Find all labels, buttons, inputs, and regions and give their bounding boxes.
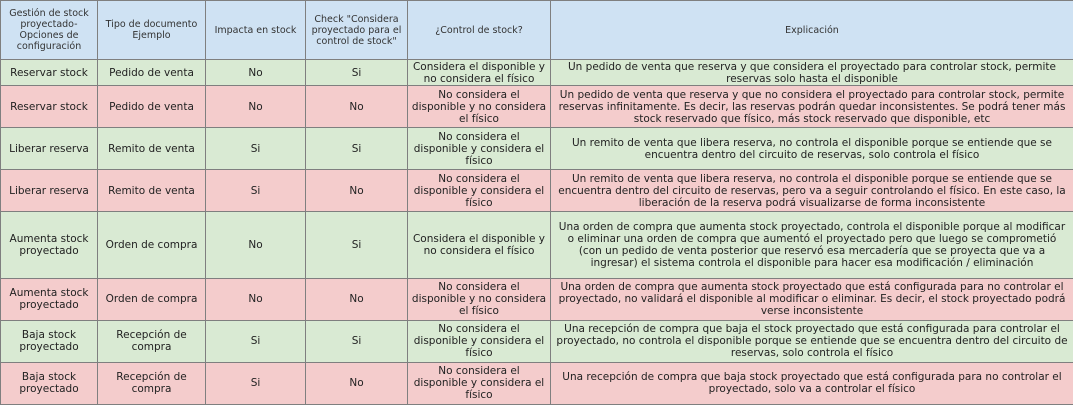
cell-check: No bbox=[306, 362, 408, 404]
cell-config: Aumenta stock proyectado bbox=[1, 212, 98, 278]
cell-check: Si bbox=[306, 212, 408, 278]
cell-tipo: Remito de venta bbox=[98, 170, 206, 212]
table-row bbox=[1, 320, 1073, 362]
cell-control: No considera el disponible y considera el físico bbox=[408, 128, 551, 170]
cell-check: Si bbox=[306, 320, 408, 362]
header-explicacion: Explicación bbox=[551, 1, 1073, 60]
cell-impacta: Si bbox=[206, 128, 306, 170]
cell-check: No bbox=[306, 170, 408, 212]
cell-control: No considera el disponible y considera el físico bbox=[408, 362, 551, 404]
header-config: Gestión de stock proyectado- Opciones de configuración bbox=[1, 1, 98, 60]
cell-config: Baja stock proyectado bbox=[1, 320, 98, 362]
cell-tipo: Recepción de compra bbox=[98, 320, 206, 362]
header-row bbox=[1, 1, 1073, 60]
table-row bbox=[1, 170, 1073, 212]
cell-explicacion: Un pedido de venta que reserva y que considera el proyectado para controlar stock, permite reservas solo hasta el disponible bbox=[551, 60, 1073, 86]
cell-config: Reservar stock bbox=[1, 86, 98, 128]
cell-impacta: No bbox=[206, 212, 306, 278]
cell-impacta: No bbox=[206, 86, 306, 128]
header-control: ¿Control de stock? bbox=[408, 1, 551, 60]
header-tipo: Tipo de documento Ejemplo bbox=[98, 1, 206, 60]
table-row bbox=[1, 60, 1073, 86]
cell-impacta: No bbox=[206, 278, 306, 320]
cell-explicacion: Un remito de venta que libera reserva, no controla el disponible porque se entiende que se encuentra dentro del circuito de reservas, solo controla el físico bbox=[551, 128, 1073, 170]
cell-control: Considera el disponible y no considera el físico bbox=[408, 212, 551, 278]
cell-explicacion: Una orden de compra que aumenta stock proyectado, controla el disponible porque al modificar o eliminar una orden de compra que aumentó el proyectado pero que luego se comprometió (con un pedido de venta posterior que reservó esa mercadería que se proyecta que va a ingresar) el sistema controla el disponible para hacer esa modificación / eliminación bbox=[551, 212, 1073, 278]
cell-tipo: Recepción de compra bbox=[98, 362, 206, 404]
cell-check: Si bbox=[306, 128, 408, 170]
cell-control: No considera el disponible y no considera el físico bbox=[408, 278, 551, 320]
cell-check: No bbox=[306, 278, 408, 320]
cell-check: Si bbox=[306, 60, 408, 86]
cell-control: No considera el disponible y no considera el físico bbox=[408, 86, 551, 128]
header-check: Check "Considera proyectado para el control de stock" bbox=[306, 1, 408, 60]
header-impacta: Impacta en stock bbox=[206, 1, 306, 60]
cell-check: No bbox=[306, 86, 408, 128]
cell-explicacion: Un remito de venta que libera reserva, no controla el disponible porque se entiende que se encuentra dentro del circuito de reservas, pero va a seguir controlando el físico. En este caso, la liberación de la reserva podrá visualizarse de forma inconsistente bbox=[551, 170, 1073, 212]
cell-tipo: Pedido de venta bbox=[98, 60, 206, 86]
table-row bbox=[1, 128, 1073, 170]
cell-control: No considera el disponible y considera el físico bbox=[408, 170, 551, 212]
cell-config: Reservar stock bbox=[1, 60, 98, 86]
cell-explicacion: Un pedido de venta que reserva y que no considera el proyectado para controlar stock, permite reservas infinitamente. Es decir, las reservas podrán quedar inconsistentes. Se podrá tener más stock reservado que físico, más stock reservado que disponible, etc bbox=[551, 86, 1073, 128]
table-row bbox=[1, 86, 1073, 128]
cell-config: Baja stock proyectado bbox=[1, 362, 98, 404]
cell-config: Aumenta stock proyectado bbox=[1, 278, 98, 320]
table-row bbox=[1, 278, 1073, 320]
cell-tipo: Orden de compra bbox=[98, 278, 206, 320]
cell-impacta: No bbox=[206, 60, 306, 86]
cell-explicacion: Una recepción de compra que baja el stock proyectado que está configurada para controlar el proyectado, no controla el disponible porque se entiende que se encuentra dentro del circuito de reservas, solo controla el físico bbox=[551, 320, 1073, 362]
cell-explicacion: Una orden de compra que aumenta stock proyectado que está configurada para no controlar el proyectado, no validará el disponible al modificar o eliminar. Es decir, el stock proyectado podrá verse inconsistente bbox=[551, 278, 1073, 320]
cell-tipo: Pedido de venta bbox=[98, 86, 206, 128]
cell-control: No considera el disponible y considera el físico bbox=[408, 320, 551, 362]
cell-tipo: Remito de venta bbox=[98, 128, 206, 170]
cell-control: Considera el disponible y no considera el físico bbox=[408, 60, 551, 86]
cell-tipo: Orden de compra bbox=[98, 212, 206, 278]
cell-config: Liberar reserva bbox=[1, 128, 98, 170]
table-row bbox=[1, 362, 1073, 404]
cell-explicacion: Una recepción de compra que baja stock proyectado que está configurada para no controlar el proyectado, solo va a controlar el físico bbox=[551, 362, 1073, 404]
cell-config: Liberar reserva bbox=[1, 170, 98, 212]
cell-impacta: Si bbox=[206, 362, 306, 404]
cell-impacta: Si bbox=[206, 170, 306, 212]
table-row bbox=[1, 212, 1073, 278]
cell-impacta: Si bbox=[206, 320, 306, 362]
